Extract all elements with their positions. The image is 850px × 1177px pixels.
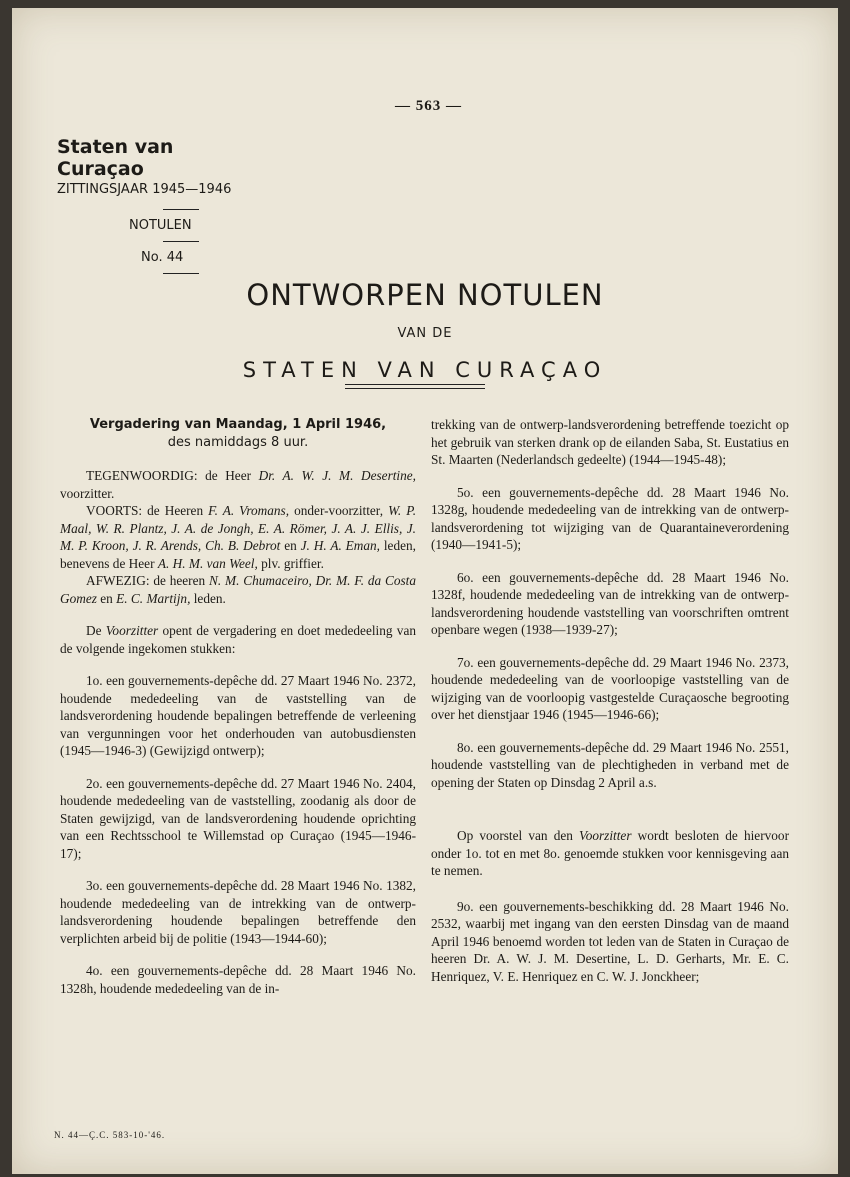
intro-post: opent de vergadering en doet mededeeling van de volgende ingekomen stukken:: [60, 623, 416, 656]
present-pre: de Heer: [205, 468, 252, 483]
list-item: 8o. een gouvernements-depêche dd. 29 Maart 1946 No. 2551, houdende vaststelling van de plechtigheden in verband met de opening der Staten op Dinsdag 2 April a.s.: [431, 739, 789, 790]
divider: [163, 209, 199, 210]
doc-number: No. 44: [141, 250, 184, 265]
griffier-role: plv. griffier.: [261, 555, 324, 571]
meeting-heading: [60, 416, 416, 452]
further-paragraph: [60, 502, 416, 572]
griffier-name: A. H. M. van Weel,: [157, 555, 258, 571]
absent-label: AFWEZIG:: [86, 573, 150, 588]
divider: [163, 241, 199, 242]
absent-pre: de heeren: [153, 573, 206, 588]
right-column: [431, 416, 789, 985]
further-pre: de Heeren: [147, 503, 204, 518]
list-item: 6o. een gouvernements-depêche dd. 28 Maart 1946 No. 1328f, houdende mededeeling van de intrekking van de ontwerp-landsverordening houdende vaststelling van voorschriften omtrent openbare wegen (1938—1939-27);: [431, 569, 789, 637]
list-item: 7o. een gouvernements-depêche dd. 29 Maart 1946 No. 2373, houdende mededeeling van de voorloopige vaststelling van de wijziging van de voorloopig vastgestelde Curaçaosche begrooting over het dienstjaar 1946 (1945—1946-66);: [431, 654, 789, 722]
list-item: 1o. een gouvernements-depêche dd. 27 Maart 1946 No. 2372, houdende mededeeling van de vaststelling van de landsverordening houdende bepalingen betreffende de verleening van vergunningen voor het onderhouden van autobusdiensten (1945—1946-3) (Gewijzigd ontwerp);: [60, 673, 416, 758]
absent-paragraph: [60, 572, 416, 607]
present-role: voorzitter.: [60, 485, 115, 501]
decision-post: wordt besloten de hiervoor onder 1o. tot en met 8o. genoemde stukken voor kennisgeving aan te nemen.: [431, 828, 789, 878]
list-item: trekking van de ontwerp-landsverordening betreffende toezicht op het gebruik van sterken drank op de eilanden Saba, St. Eustatius en St. Maarten (Nederlandsch gedeelte) (1944—1945-48);: [431, 417, 789, 467]
further-label: VOORTS:: [86, 503, 143, 518]
absent-names: N. M. Chumaceiro, Dr. M. F. da Costa Gomez: [60, 573, 417, 606]
meeting-time: des namiddags 8 uur.: [167, 435, 309, 450]
further-members: W. P. Maal, W. R. Plantz, J. A. de Jongh, E. A. Römer, J. A. J. Ellis, J. M. P. Kroon, J. R. Arends, Ch. B. Debrot: [60, 503, 417, 553]
main-title: ONTWORPEN NOTULEN: [246, 278, 604, 312]
meeting-date: Vergadering van Maandag, 1 April 1946,: [89, 417, 387, 432]
absent-last: E. C. Martijn,: [116, 590, 191, 606]
further-last: J. H. A. Eman,: [300, 538, 380, 553]
session-year: ZITTINGSJAAR 1945—1946: [57, 182, 232, 197]
further-name: F. A. Vromans,: [208, 503, 290, 518]
absent-role: leden.: [193, 590, 226, 606]
further-en: en: [284, 538, 297, 553]
title-rule: [345, 388, 485, 389]
body-title: STATEN VAN CURAÇAO: [242, 358, 608, 382]
doc-type: NOTULEN: [129, 218, 192, 233]
present-label: TEGENWOORDIG:: [86, 468, 198, 483]
page-number: — 563 —: [395, 98, 462, 114]
further-role-2: leden, benevens de Heer: [60, 538, 416, 571]
further-role: onder-voorzitter,: [294, 503, 384, 518]
masthead: [57, 136, 262, 274]
list-item: 5o. een gouvernements-depêche dd. 28 Maart 1946 No. 1328g, houdende mededeeling van de intrekking van de ontwerp-landsverordening tot wijziging van de Quarantaineverordening (1940—1941-5);: [431, 484, 789, 552]
present-paragraph: [60, 467, 416, 502]
present-name: Dr. A. W. J. M. Desertine,: [258, 468, 417, 483]
document-page: [12, 8, 838, 1174]
decision-paragraph: [431, 827, 789, 880]
list-item: 3o. een gouvernements-depêche dd. 28 Maart 1946 No. 1382, houdende mededeeling van de intrekking van de ontwerp-landsverordening houdende bepalingen betreffende den verplichten arbeid bij de politie (1943—1944-60);: [60, 878, 416, 946]
left-column: [60, 416, 416, 997]
decision-chair: Voorzitter: [579, 828, 632, 843]
print-code: N. 44—Ç.C. 583-10-'46.: [54, 1130, 166, 1140]
decision-pre: Op voorstel van den: [457, 828, 573, 843]
org-name: Staten van Curaçao: [57, 136, 174, 180]
list-item: 2o. een gouvernements-depêche dd. 27 Maart 1946 No. 2404, houdende mededeeling van de vaststelling, zoodanig als door de Staten gewijzigd, van de landsverordening houdende oprichting van een Rechtsschool te Willemstad op Curaçao (1945—1946-17);: [60, 775, 416, 861]
title-rule: [345, 384, 485, 385]
absent-en: en: [100, 590, 113, 606]
intro-pre: De: [86, 623, 102, 638]
intro-chair: Voorzitter: [105, 623, 159, 638]
intro-paragraph: [60, 622, 416, 657]
list-item: 4o. een gouvernements-depêche dd. 28 Maart 1946 No. 1328h, houdende mededeeling van de in-: [60, 963, 416, 996]
divider: [163, 273, 199, 274]
list-item: 9o. een gouvernements-beschikking dd. 28 Maart 1946 No. 2532, waarbij met ingang van den eersten Dinsdag van de maand April 1946 benoemd worden tot leden van de Staten in Curaçao de heeren Dr. A. W. J. M. Desertine, L. D. Gerharts, Mr. E. C. Henriquez, V. E. Henriquez en C. W. J. Jonckheer;: [431, 898, 789, 984]
subtitle-van-de: VAN DE: [397, 326, 453, 341]
